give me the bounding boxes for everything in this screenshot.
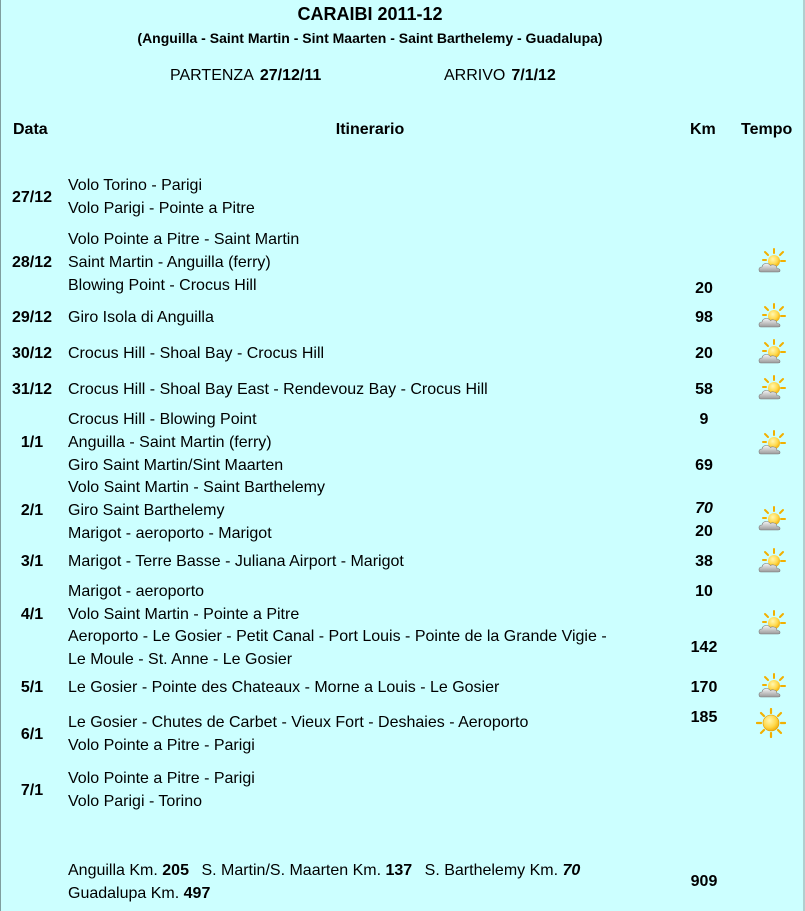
departure-label: PARTENZA bbox=[170, 67, 254, 84]
row-date: 30/12 bbox=[11, 345, 53, 362]
header-weather: Tempo bbox=[741, 121, 793, 138]
row-date: 28/12 bbox=[11, 254, 53, 271]
partly-sunny-icon bbox=[756, 248, 786, 278]
partly-sunny-icon bbox=[756, 506, 786, 536]
partly-sunny-icon bbox=[756, 673, 786, 703]
summary-stbarth-km: 70 bbox=[562, 862, 581, 879]
arrival bbox=[444, 67, 556, 85]
partly-sunny-icon bbox=[756, 548, 786, 578]
row-km: 10 bbox=[695, 583, 713, 600]
row-date: 27/12 bbox=[11, 189, 53, 206]
row-km: 58 bbox=[695, 381, 713, 398]
departure bbox=[170, 67, 321, 85]
row-date: 29/12 bbox=[11, 309, 53, 326]
itinerary-line: Le Gosier - Pointe des Chateaux - Morne a Louis - Le Gosier bbox=[68, 679, 500, 696]
row-km: 69 bbox=[695, 457, 713, 474]
arrival-date: 7/1/12 bbox=[511, 67, 556, 84]
row-date: 3/1 bbox=[20, 553, 44, 570]
itinerary-line: Marigot - aeroporto - Marigot bbox=[68, 525, 272, 542]
row-date: 6/1 bbox=[20, 726, 44, 743]
itinerary-line: Aeroporto - Le Gosier - Petit Canal - Port Louis - Pointe de la Grande Vigie - bbox=[68, 628, 607, 645]
itinerary-line: Volo Parigi - Torino bbox=[68, 793, 202, 810]
row-date: 2/1 bbox=[20, 502, 44, 519]
itinerary-line: Crocus Hill - Shoal Bay East - Rendevouz Bay - Crocus Hill bbox=[68, 381, 488, 398]
arrival-label: ARRIVO bbox=[444, 67, 506, 84]
partly-sunny-icon bbox=[756, 375, 786, 405]
row-km: 70 bbox=[695, 500, 713, 517]
summary-anguilla-km: 205 bbox=[162, 862, 189, 879]
summary-line-2 bbox=[68, 885, 210, 903]
summary-line-1 bbox=[68, 862, 580, 880]
departure-date: 27/12/11 bbox=[259, 67, 322, 84]
summary-guadalupa-km: 497 bbox=[183, 885, 211, 902]
itinerary-line: Giro Saint Martin/Sint Maarten bbox=[68, 457, 284, 474]
itinerary-line: Volo Torino - Parigi bbox=[68, 177, 202, 194]
row-km: 20 bbox=[695, 345, 713, 362]
itinerary-line: Le Moule - St. Anne - Le Gosier bbox=[68, 651, 293, 668]
itinerary-line: Volo Saint Martin - Saint Barthelemy bbox=[68, 479, 326, 496]
itinerary-line: Le Gosier - Chutes de Carbet - Vieux Fort - Deshaies - Aeroporto bbox=[68, 714, 529, 731]
row-km: 20 bbox=[695, 280, 713, 297]
row-date: 7/1 bbox=[20, 782, 44, 799]
row-km: 20 bbox=[695, 523, 713, 540]
row-date: 1/1 bbox=[20, 434, 44, 451]
itinerary-line: Volo Pointe a Pitre - Parigi bbox=[68, 737, 255, 754]
itinerary-line: Volo Pointe a Pitre - Saint Martin bbox=[68, 231, 300, 248]
partly-sunny-icon bbox=[756, 303, 786, 333]
row-km: 38 bbox=[695, 553, 713, 570]
itinerary-line: Volo Parigi - Pointe a Pitre bbox=[68, 200, 255, 217]
partly-sunny-icon bbox=[756, 430, 786, 460]
summary-total-km: 909 bbox=[690, 873, 718, 890]
page-subtitle: (Anguilla - Saint Martin - Sint Maarten - Saint Barthelemy - Guadalupa) bbox=[137, 30, 603, 46]
partly-sunny-icon bbox=[756, 610, 786, 640]
header-km: Km bbox=[690, 121, 716, 138]
row-km: 142 bbox=[690, 639, 718, 656]
itinerary-line: Crocus Hill - Shoal Bay - Crocus Hill bbox=[68, 345, 325, 362]
row-date: 31/12 bbox=[11, 381, 53, 398]
row-km: 185 bbox=[690, 709, 718, 726]
summary-anguilla-label: Anguilla Km. bbox=[68, 862, 158, 879]
itinerary-line: Volo Pointe a Pitre - Parigi bbox=[68, 770, 255, 787]
summary-stmartin-km: 137 bbox=[385, 862, 413, 879]
itinerary-line: Marigot - Terre Basse - Juliana Airport - Marigot bbox=[68, 553, 404, 570]
summary-stbarth-label: S. Barthelemy Km. bbox=[424, 862, 559, 879]
itinerary-line: Giro Isola di Anguilla bbox=[68, 309, 214, 326]
summary-stmartin-label: S. Martin/S. Maarten Km. bbox=[201, 862, 382, 879]
partly-sunny-icon bbox=[756, 339, 786, 369]
row-km: 98 bbox=[695, 309, 713, 326]
header-itinerary: Itinerario bbox=[335, 121, 405, 138]
summary-guadalupa-label: Guadalupa Km. bbox=[68, 885, 180, 902]
itinerary-line: Marigot - aeroporto bbox=[68, 583, 205, 600]
header-date: Data bbox=[13, 121, 48, 138]
row-km: 9 bbox=[699, 411, 709, 428]
itinerary-line: Blowing Point - Crocus Hill bbox=[68, 277, 257, 294]
itinerary-line: Crocus Hill - Blowing Point bbox=[68, 411, 257, 428]
sunny-icon bbox=[756, 708, 786, 738]
itinerary-line: Giro Saint Barthelemy bbox=[68, 502, 225, 519]
itinerary-line: Saint Martin - Anguilla (ferry) bbox=[68, 254, 271, 271]
itinerary-line: Anguilla - Saint Martin (ferry) bbox=[68, 434, 272, 451]
row-km: 170 bbox=[690, 679, 718, 696]
row-date: 5/1 bbox=[20, 679, 44, 696]
page-title: CARAIBI 2011-12 bbox=[297, 4, 443, 24]
row-date: 4/1 bbox=[20, 606, 44, 623]
itinerary-line: Volo Saint Martin - Pointe a Pitre bbox=[68, 606, 300, 623]
